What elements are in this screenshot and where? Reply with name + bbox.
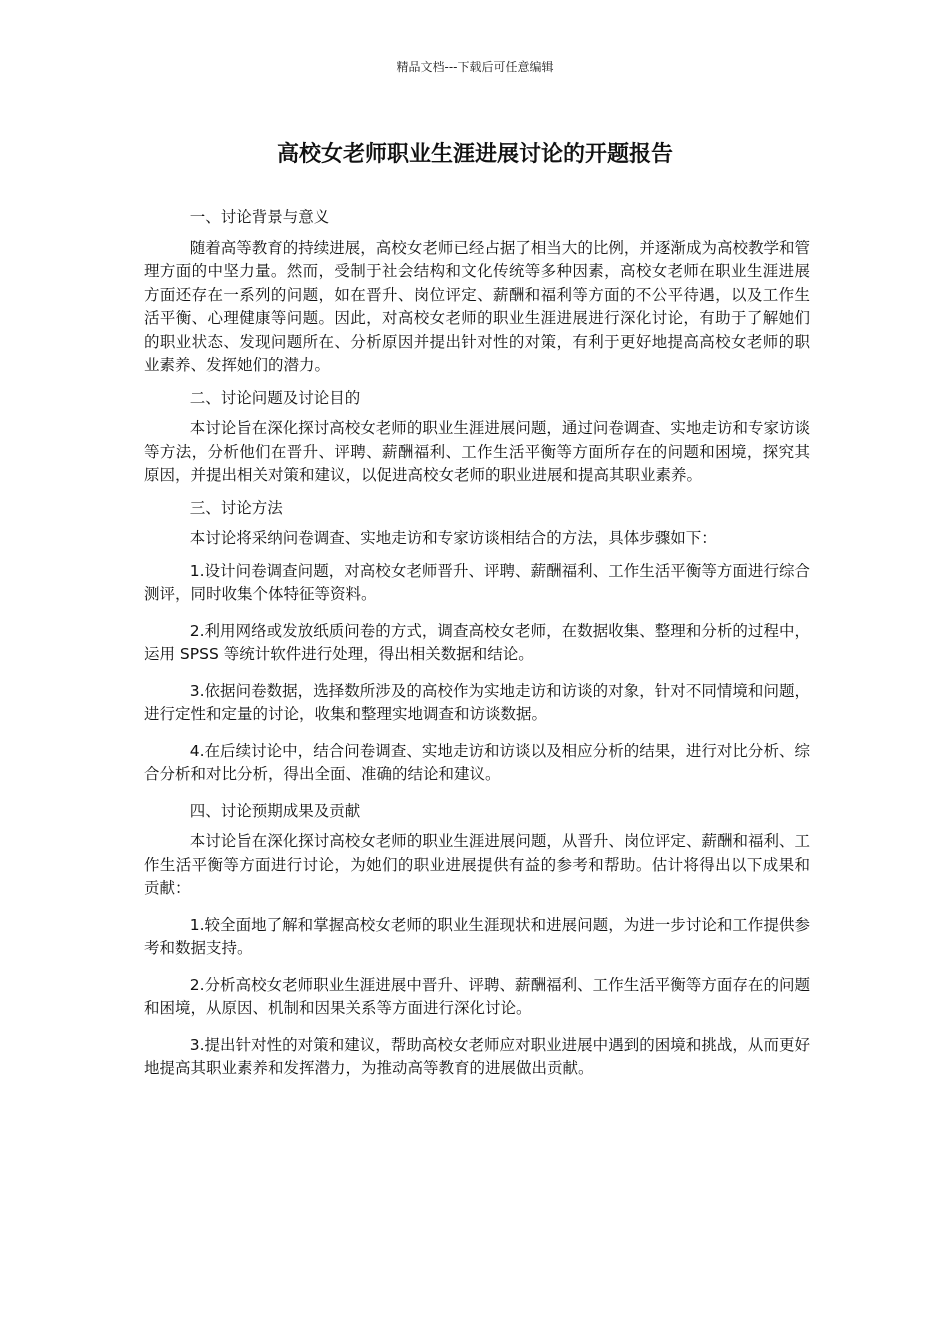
methods-step-1: 1.设计问卷调查问题，对高校女老师晋升、评聘、薪酬福利、工作生活平衡等方面进行综合测评，同时收集个体特征等资料。 xyxy=(144,561,810,603)
section-heading-questions: 二、讨论问题及讨论目的 xyxy=(189,388,361,407)
section-heading-methods: 三、讨论方法 xyxy=(189,498,283,517)
methods-step-2: 2.利用网络或发放纸质问卷的方式，调查高校女老师，在数据收集、整理和分析的过程中，运用 SPSS 等统计软件进行处理，得出相关数据和结论。 xyxy=(144,621,810,663)
background-paragraph: 随着高等教育的持续进展，高校女老师已经占据了相当大的比例，并逐渐成为高校教学和管理方面的中坚力量。然而，受制于社会结构和文化传统等多种因素，高校女老师在职业生涯进展方面还存在一系列的问题，如在晋升、岗位评定、薪酬和福利等方面的不公平待遇，以及工作生活平衡、心理健康等问题。因此，对高校女老师的职业生涯进展进行深化讨论，有助于了解她们的职业状态、发现问题所在、分析原因并提出针对性的对策，有利于更好地提高高校女老师的职业素养、发挥她们的潜力。 xyxy=(144,238,810,374)
outcomes-intro-paragraph: 本讨论旨在深化探讨高校女老师的职业生涯进展问题，从晋升、岗位评定、薪酬和福利、工作生活平衡等方面进行讨论，为她们的职业进展提供有益的参考和帮助。估计将得出以下成果和贡献： xyxy=(144,832,810,897)
document-body xyxy=(144,206,810,1094)
outcome-item-2: 2.分析高校女老师职业生涯进展中晋升、评聘、薪酬福利、工作生活平衡等方面存在的问题和困境，从原因、机制和因果关系等方面进行深化讨论。 xyxy=(144,975,810,1017)
section-heading-background: 一、讨论背景与意义 xyxy=(189,208,330,226)
outcome-item-1: 1.较全面地了解和掌握高校女老师的职业生涯现状和进展问题，为进一步讨论和工作提供参考和数据支持。 xyxy=(144,915,810,957)
document-title: 高校女老师职业生涯进展讨论的开题报告 xyxy=(276,142,673,167)
methods-step-3: 3.依据问卷数据，选择数所涉及的高校作为实地走访和访谈的对象，针对不同情境和问题，进行定性和定量的讨论，收集和整理实地调查和访谈数据。 xyxy=(144,681,810,723)
methods-intro-paragraph: 本讨论将采纳问卷调查、实地走访和专家访谈相结合的方法，具体步骤如下： xyxy=(189,529,717,547)
section-heading-outcomes: 四、讨论预期成果及贡献 xyxy=(189,801,361,820)
methods-step-4: 4.在后续讨论中，结合问卷调查、实地走访和访谈以及相应分析的结果，进行对比分析、综合分析和对比分析，得出全面、准确的结论和建议。 xyxy=(144,741,810,783)
outcome-item-3: 3.提出针对性的对策和建议，帮助高校女老师应对职业进展中遇到的困境和挑战，从而更好地提高其职业素养和发挥潜力，为推动高等教育的进展做出贡献。 xyxy=(144,1035,810,1077)
header-note: 精品文档---下载后可任意编辑 xyxy=(396,60,554,74)
questions-paragraph: 本讨论旨在深化探讨高校女老师的职业生涯进展问题，通过问卷调查、实地走访和专家访谈等方法，分析他们在晋升、评聘、薪酬福利、工作生活平衡等方面所存在的问题和困境，探究其原因，并提出相关对策和建议，以促进高校女老师的职业进展和提高其职业素养。 xyxy=(144,419,810,484)
